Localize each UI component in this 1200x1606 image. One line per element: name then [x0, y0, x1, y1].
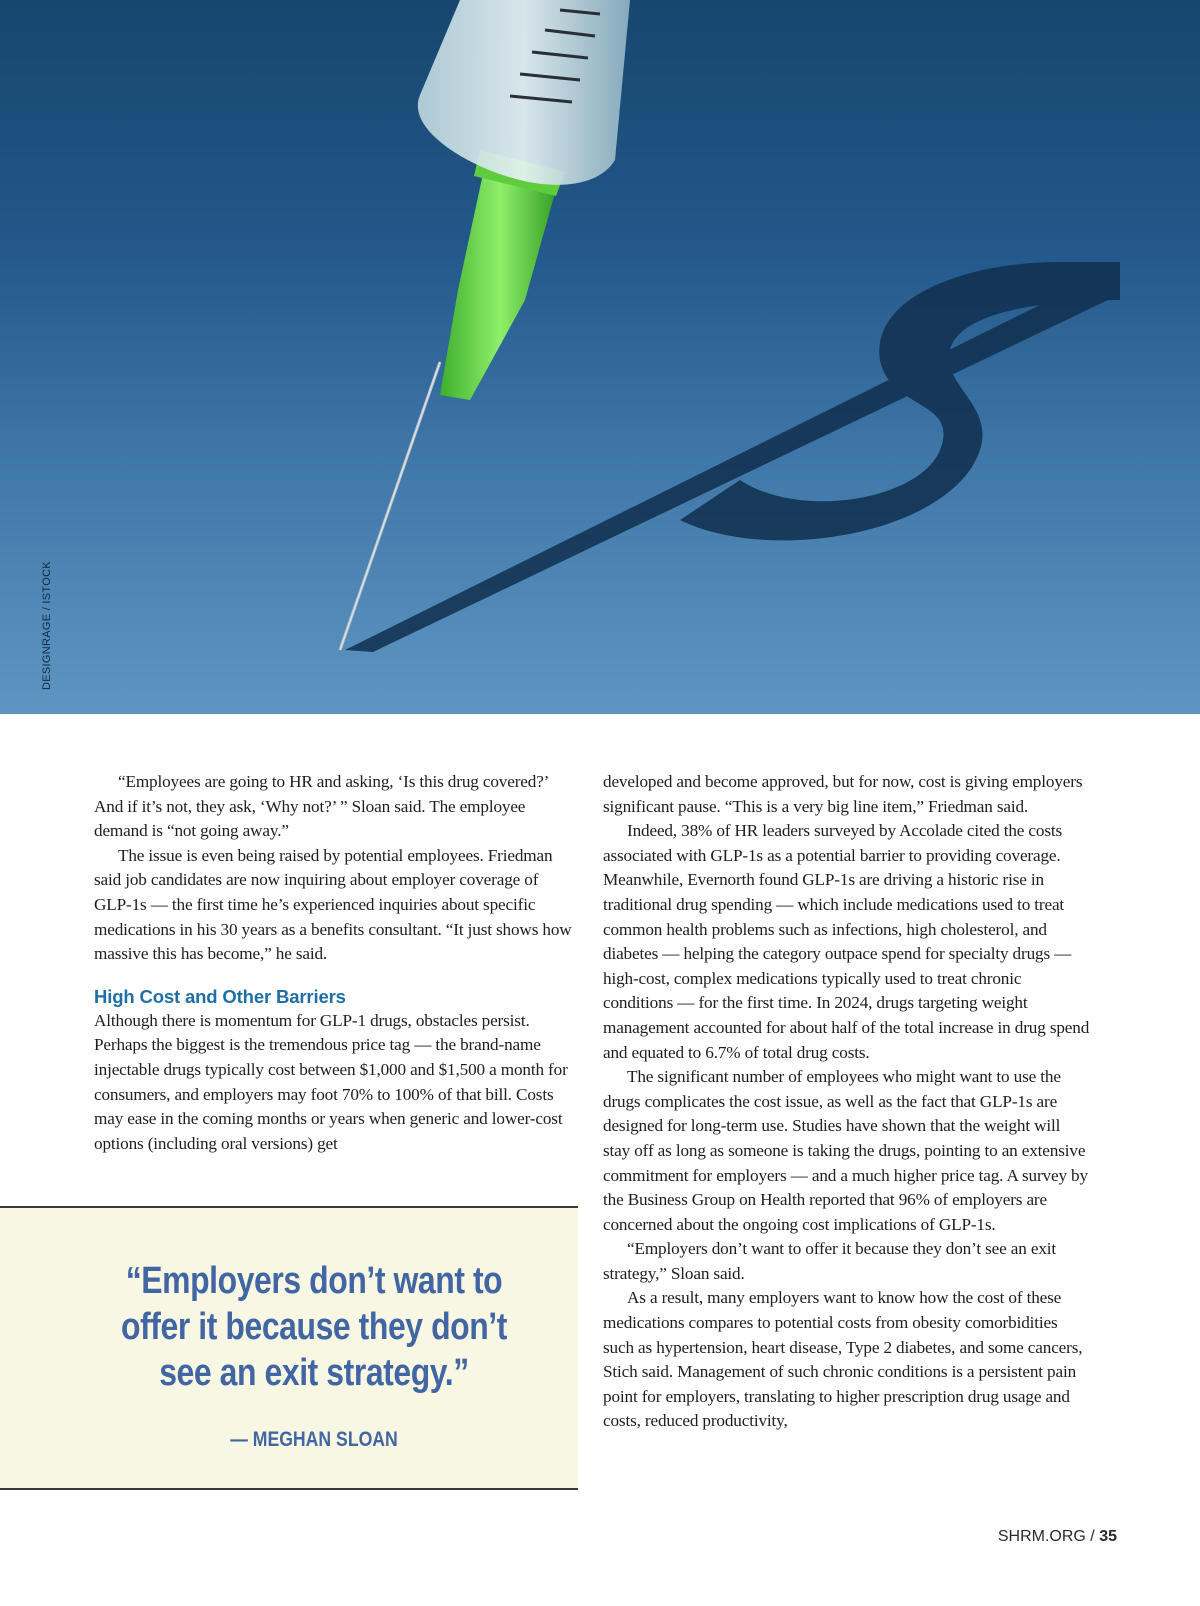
syringe-barrel [418, 0, 630, 185]
paragraph: The issue is even being raised by potential employees. Friedman said job candidates are now inquiring about employer coverage of GLP-1s — the first time he’s experienced inquiries about specific medications in his 30 years as a benefits consultant. “It just shows how massive this has become,” he said. [94, 845, 572, 964]
paragraph: “Employers don’t want to offer it because they don’t see an exit strategy,” Sloan said. [603, 1239, 1057, 1283]
page-number: 35 [1099, 1528, 1117, 1545]
pull-quote-attribution: — MEGHAN SLOAN [230, 1428, 398, 1451]
photo-credit: DESIGNRAGE / ISTOCK [41, 561, 53, 690]
left-column [94, 770, 576, 1156]
paragraph: Indeed, 38% of HR leaders surveyed by Accolade cited the costs associated with GLP-1s as a potential barrier to providing coverage. Meanwhile, Evernorth found GLP-1s are driving a historic rise in traditional drug spending — which include medications used to treat common health problems such as infections, high cholesterol, and diabetes — helping the category outpace spend for specialty drugs — high-cost, complex medications typically used to treat chronic conditions — for the first time. In 2024, drugs targeting weight management accounted for about half of the total increase in drug spend and equated to 6.7% of total drug costs. [603, 821, 1090, 1062]
paragraph: developed and become approved, but for now, cost is giving employers significant pause. “This is a very big line item,” Friedman said. [603, 772, 1083, 816]
pull-quote-text: “Employers don’t want to offer it because they don’t see an exit strategy.” [121, 1260, 507, 1394]
section-subhead: High Cost and Other Barriers [94, 985, 346, 1007]
paragraph: “Employees are going to HR and asking, ‘Is this drug covered?’ And if it’s not, they ask, ‘Why not?’ ” Sloan said. The employee demand is “not going away.” [94, 772, 548, 841]
syringe-dollar-shadow-illustration [0, 0, 1200, 714]
needle-hub [440, 150, 565, 400]
paragraph: The significant number of employees who might want to use the drugs complicates the cost issue, as well as the fact that GLP-1s are designed for long-term use. Studies have shown that the weight will stay off as long as someone is taking the drugs, pointing to an extensive commitment for employers — and a much higher price tag. A survey by the Business Group on Health reported that 96% of employers are concerned about the ongoing cost implications of GLP-1s. [603, 1067, 1088, 1234]
paragraph: Although there is momentum for GLP-1 drugs, obstacles persist. Perhaps the biggest is the tremendous price tag — the brand-name injectable drugs typically cost between $1,000 and $1,500 a month for consumers, and employers may foot 70% to 100% of that bill. Costs may ease in the coming months or years when generic and lower-cost options (including oral versions) get [94, 1010, 568, 1153]
page-footer [998, 1528, 1117, 1546]
pull-quote-box [0, 1206, 578, 1490]
right-column [603, 770, 1091, 1434]
footer-separator: / [1085, 1528, 1100, 1545]
footer-site: SHRM.ORG [997, 1528, 1086, 1545]
paragraph: As a result, many employers want to know how the cost of these medications compares to potential costs from obesity comorbidities such as hypertension, heart disease, Type 2 diabetes, and some cancers, Stich said. Management of such chronic conditions is a persistent pain point for employers, translating to higher prescription drug usage and costs, reduced productivity, [603, 1288, 1083, 1431]
hero-photo [0, 0, 1200, 714]
